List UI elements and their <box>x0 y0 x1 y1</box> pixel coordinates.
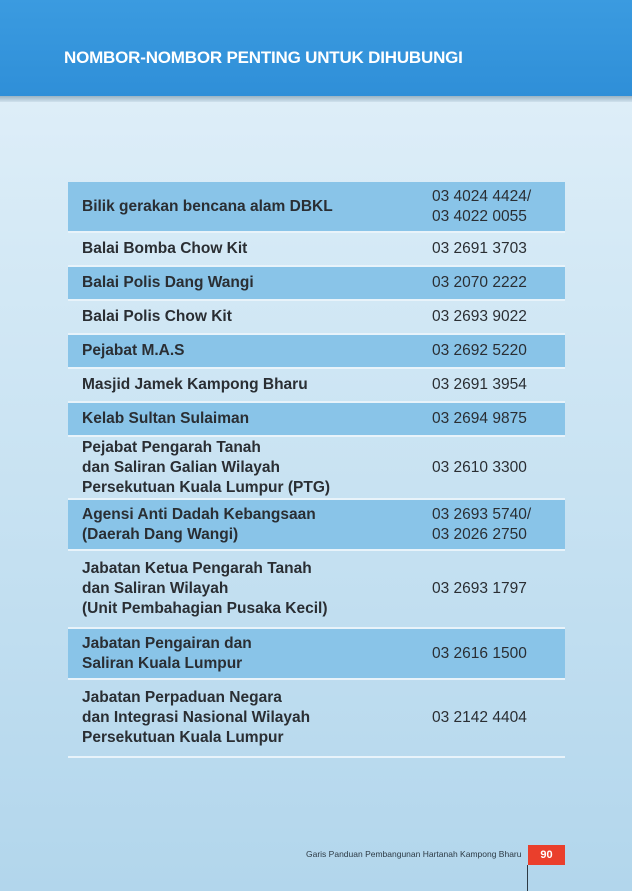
table-row <box>68 335 565 369</box>
page-number: 90 <box>540 849 553 861</box>
table-row <box>68 233 565 267</box>
contact-phone: 03 2142 4404 <box>432 709 527 726</box>
contact-name: Jabatan Pengairan dan Saliran Kuala Lumpur <box>82 634 252 672</box>
contact-name: Agensi Anti Dadah Kebangsaan (Daerah Dang Wangi) <box>82 505 316 543</box>
contact-name: Pejabat Pengarah Tanah dan Saliran Galian Wilayah Persekutuan Kuala Lumpur (PTG) <box>82 438 331 496</box>
contact-name: Balai Polis Dang Wangi <box>82 274 254 291</box>
contact-name: Balai Polis Chow Kit <box>82 308 232 325</box>
contact-phone: 03 2694 9875 <box>432 410 527 427</box>
contact-name: Balai Bomba Chow Kit <box>82 240 248 257</box>
contact-phone: 03 2691 3954 <box>432 376 527 393</box>
table-row <box>68 680 565 758</box>
header-divider <box>0 96 632 102</box>
table-row <box>68 182 565 233</box>
table-row <box>68 301 565 335</box>
contact-name: Masjid Jamek Kampong Bharu <box>82 376 308 393</box>
contacts-table <box>68 182 565 758</box>
contact-name: Pejabat M.A.S <box>82 342 185 359</box>
page-title: NOMBOR-NOMBOR PENTING UNTUK DIHUBUNGI <box>64 48 463 67</box>
contact-name: Bilik gerakan bencana alam DBKL <box>82 197 333 215</box>
contact-name: Jabatan Ketua Pengarah Tanah dan Saliran Wilayah (Unit Pembahagian Pusaka Kecil) <box>82 560 328 617</box>
table-row <box>68 629 565 680</box>
contact-phone: 03 2693 9022 <box>432 308 527 325</box>
table-row <box>68 369 565 403</box>
contact-phone: 03 2070 2222 <box>432 274 527 291</box>
table-row <box>68 437 565 500</box>
contact-phone: 03 2691 3703 <box>432 240 527 257</box>
footer-divider-line <box>527 865 528 891</box>
contact-phone: 03 2692 5220 <box>432 342 527 359</box>
table-row <box>68 403 565 437</box>
contact-phone: 03 2616 1500 <box>432 644 527 662</box>
table-row <box>68 267 565 301</box>
contact-phone: 03 2610 3300 <box>432 458 527 476</box>
contact-name: Jabatan Perpaduan Negara dan Integrasi Nasional Wilayah Persekutuan Kuala Lumpur <box>82 689 311 746</box>
contact-phone: 03 4024 4424/ 03 4022 0055 <box>432 187 532 225</box>
contact-name: Kelab Sultan Sulaiman <box>82 410 250 427</box>
contact-phone: 03 2693 5740/ 03 2026 2750 <box>432 505 532 543</box>
contact-phone: 03 2693 1797 <box>432 580 527 597</box>
table-row <box>68 500 565 551</box>
page-number-badge <box>528 845 565 865</box>
table-row <box>68 551 565 629</box>
footer-document-title: Garis Panduan Pembangunan Hartanah Kampong Bharu <box>306 849 522 859</box>
